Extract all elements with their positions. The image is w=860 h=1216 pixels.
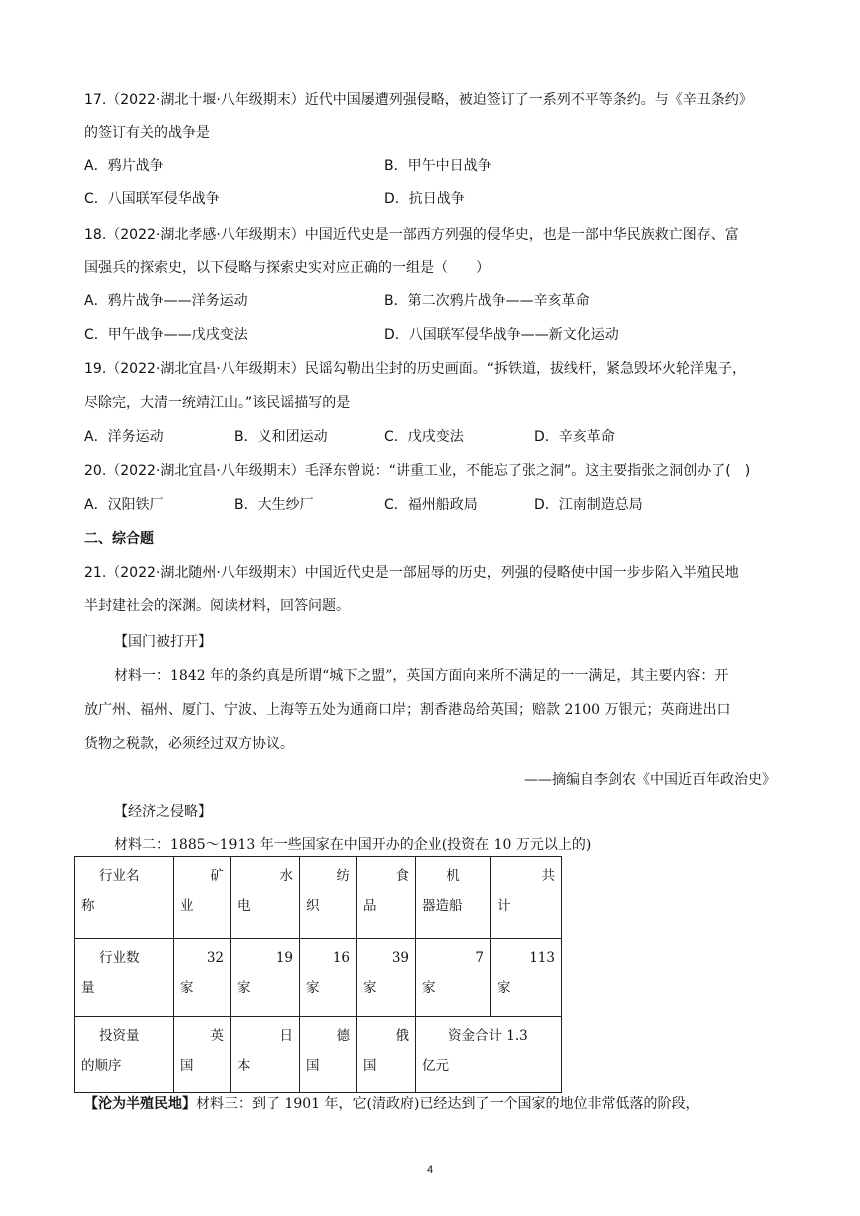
page-number: 4 <box>426 1164 434 1176</box>
q17-stem-line2: 的签订有关的战争是 <box>84 125 210 141</box>
table-cell: 113 家 <box>491 939 562 1017</box>
material-3-text: 材料三：到了 1901 年，它(清政府)已经达到了一个国家的地位非常低落的阶段， <box>196 1096 700 1112</box>
table-cell: 德 国 <box>300 1017 357 1093</box>
q19-stem-line1: 19.（2022·湖北宜昌·八年级期末）民谣勾勒出尘封的历史画面。“拆铁道，拔线杆，紧急毁坏火轮洋鬼子， <box>84 361 747 377</box>
heading-semicolonial: 【沦为半殖民地】 <box>84 1096 196 1112</box>
q19-stem-line2: 尽除完，大清一统靖江山。”该民谣描写的是 <box>84 395 351 411</box>
table-cell: 日 本 <box>231 1017 300 1093</box>
heading-economy: 【经济之侵略】 <box>114 804 212 820</box>
material-1-line2: 放广州、福州、厦门、宁波、上海等五处为通商口岸；割香港岛给英国；赔款 2100 万银元；英商进出口 <box>84 702 731 718</box>
material-1-line1: 材料一：1842 年的条约真是所谓“城下之盟”，英国方面向来所不满足的一一满足，其主要内容：开 <box>114 668 729 684</box>
q19-option-a: A．洋务运动 <box>84 429 164 445</box>
q17-option-a: A．鸦片战争 <box>84 158 164 174</box>
table-cell: 16 家 <box>300 939 357 1017</box>
table-cell: 水 电 <box>231 857 300 939</box>
table-cell: 32 家 <box>174 939 231 1017</box>
material-2-intro: 材料二：1885～1913 年一些国家在中国开办的企业(投资在 10 万元以上的) <box>114 837 592 853</box>
q18-stem-line1: 18.（2022·湖北孝感·八年级期末）中国近代史是一部西方列强的侵华史，也是一部中华民族救亡图存、富 <box>84 227 739 243</box>
q17-option-c: C．八国联军侵华战争 <box>84 191 220 207</box>
q18-option-c: C．甲午战争——戊戌变法 <box>84 327 248 343</box>
table-cell: 纺 织 <box>300 857 357 939</box>
q20-stem-line1: 20.（2022·湖北宜昌·八年级期末）毛泽东曾说：“讲重工业，不能忘了张之洞”。这主要指张之洞创办了( ) <box>84 463 751 479</box>
table-row <box>75 857 562 939</box>
material-1-line3: 货物之税款，必须经过双方协议。 <box>84 736 294 752</box>
q18-option-d: D．八国联军侵华战争——新文化运动 <box>384 327 619 343</box>
enterprise-table <box>74 856 562 1093</box>
q17-option-d: D．抗日战争 <box>384 191 465 207</box>
table-cell: 资金合计 1.3 亿元 <box>416 1017 562 1093</box>
q21-stem-line1: 21.（2022·湖北随州·八年级期末）中国近代史是一部屈辱的历史，列强的侵略使中国一步步陷入半殖民地 <box>84 565 739 581</box>
table-cell: 投资量 的顺序 <box>75 1017 174 1093</box>
q21-stem-line2: 半封建社会的深渊。阅读材料，回答问题。 <box>84 598 350 614</box>
q18-stem-line2: 国强兵的探索史，以下侵略与探索史实对应正确的一组是（ ） <box>84 260 490 276</box>
q18-option-b: B．第二次鸦片战争——辛亥革命 <box>384 293 590 309</box>
table-cell: 机 器造船 <box>416 857 491 939</box>
q19-option-c: C．戊戌变法 <box>384 429 464 445</box>
q18-option-a: A．鸦片战争——洋务运动 <box>84 293 248 309</box>
table-cell: 英 国 <box>174 1017 231 1093</box>
table-cell: 共 计 <box>491 857 562 939</box>
table-row <box>75 1017 562 1093</box>
table-cell: 行业数 量 <box>75 939 174 1017</box>
table-cell: 矿 业 <box>174 857 231 939</box>
q20-option-a: A．汉阳铁厂 <box>84 497 164 513</box>
section-2-title: 二、综合题 <box>84 531 154 547</box>
table-cell: 俄 国 <box>357 1017 416 1093</box>
table-row <box>75 939 562 1017</box>
table-cell: 行业名 称 <box>75 857 174 939</box>
heading-guomen: 【国门被打开】 <box>114 634 212 650</box>
material-1-source: ——摘编自李剑农《中国近百年政治史》 <box>524 772 776 788</box>
q17-option-b: B．甲午中日战争 <box>384 158 492 174</box>
q20-option-c: C．福州船政局 <box>384 497 478 513</box>
table-cell: 7 家 <box>416 939 491 1017</box>
table-cell: 39 家 <box>357 939 416 1017</box>
table-cell: 19 家 <box>231 939 300 1017</box>
q19-option-d: D．辛亥革命 <box>534 429 615 445</box>
q17-stem-line1: 17.（2022·湖北十堰·八年级期末）近代中国屡遭列强侵略，被迫签订了一系列不平等条约。与《辛丑条约》 <box>84 92 753 108</box>
q20-option-b: B．大生纱厂 <box>234 497 314 513</box>
q19-option-b: B．义和团运动 <box>234 429 328 445</box>
material-3-line1 <box>84 1095 699 1113</box>
table-cell: 食 品 <box>357 857 416 939</box>
q20-option-d: D．江南制造总局 <box>534 497 643 513</box>
